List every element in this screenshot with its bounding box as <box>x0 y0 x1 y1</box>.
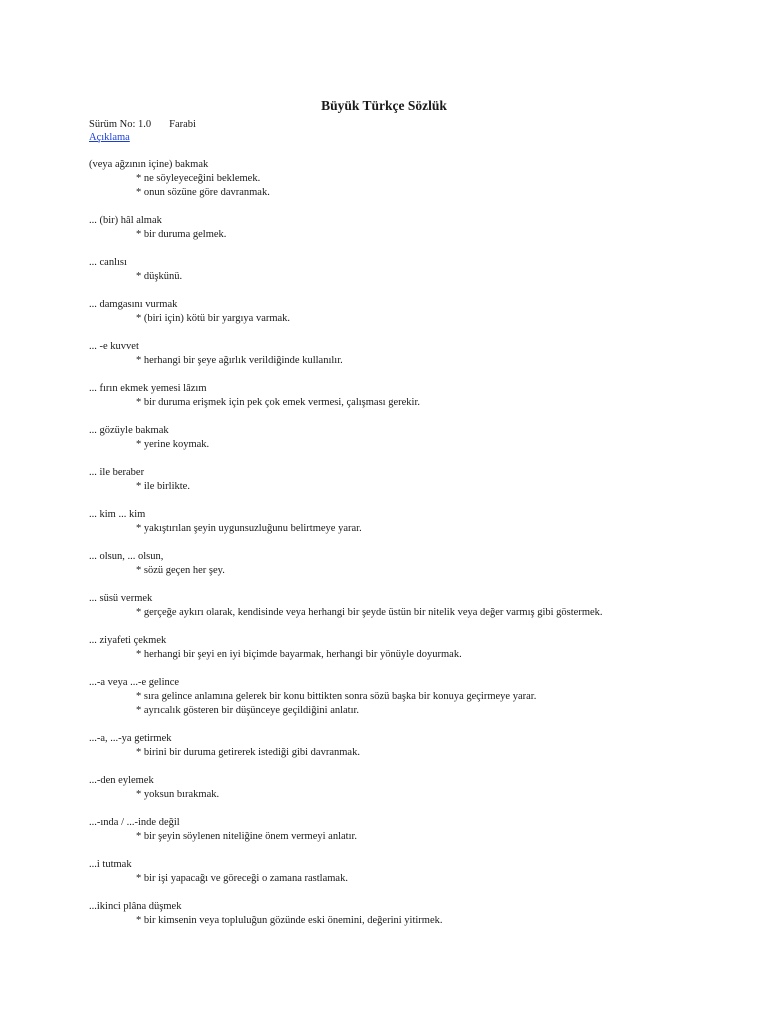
dictionary-entries <box>89 158 689 942</box>
entry-definition: * herhangi bir şeyi en iyi biçimde bayarmak, herhangi bir yönüyle doyurmak. <box>136 649 462 660</box>
entry-term: ...-a veya ...-e gelince <box>89 677 180 688</box>
entry-term: ... fırın ekmek yemesi lâzım <box>89 383 207 394</box>
entry-definition: * yakıştırılan şeyin uygunsuzluğunu belirtmeye yarar. <box>136 523 362 534</box>
description-link[interactable]: Açıklama <box>89 132 130 143</box>
entry-definition: * yoksun bırakmak. <box>136 789 220 800</box>
entry-definition: * sıra gelince anlamına gelerek bir konu bittikten sonra sözü başka bir konuya geçirmeye yarar. <box>136 691 537 702</box>
entry-term: ... olsun, ... olsun, <box>89 551 164 562</box>
dictionary-entry <box>89 858 689 886</box>
dictionary-entry <box>89 508 689 536</box>
entry-definition: * onun sözüne göre davranmak. <box>136 187 270 198</box>
entry-definition: * ne söyleyeceğini beklemek. <box>136 173 261 184</box>
document-meta <box>89 118 196 144</box>
entry-term: ... (bir) hâl almak <box>89 215 162 226</box>
entry-term: ... ile beraber <box>89 467 145 478</box>
dictionary-entry <box>89 158 689 200</box>
dictionary-entry <box>89 816 689 844</box>
dictionary-entry <box>89 732 689 760</box>
entry-definition: * ile birlikte. <box>136 481 190 492</box>
publisher-name: Farabi <box>169 119 196 130</box>
entry-definition: * düşkünü. <box>136 271 183 282</box>
entry-term: ... canlısı <box>89 257 127 268</box>
dictionary-entry <box>89 466 689 494</box>
dictionary-entry <box>89 592 689 620</box>
entry-term: ...i tutmak <box>89 859 132 870</box>
entry-term: ... damgasını vurmak <box>89 299 178 310</box>
dictionary-entry <box>89 424 689 452</box>
entry-term: ...-ında / ...-inde değil <box>89 817 180 828</box>
version-label: Sürüm No: 1.0 <box>89 119 152 130</box>
dictionary-entry <box>89 676 689 718</box>
dictionary-entry <box>89 340 689 368</box>
dictionary-entry <box>89 214 689 242</box>
dictionary-entry <box>89 298 689 326</box>
version-line <box>89 118 196 131</box>
entry-term: ... gözüyle bakmak <box>89 425 169 436</box>
dictionary-entry <box>89 634 689 662</box>
dictionary-entry <box>89 550 689 578</box>
dictionary-entry <box>89 256 689 284</box>
entry-term: ... kim ... kim <box>89 509 146 520</box>
entry-definition: * bir şeyin söylenen niteliğine önem vermeyi anlatır. <box>136 831 358 842</box>
entry-definition: * ayrıcalık gösteren bir düşünceye geçildiğini anlatır. <box>136 705 360 716</box>
entry-term: ... -e kuvvet <box>89 341 139 352</box>
document-title: Büyük Türkçe Sözlük <box>321 98 447 113</box>
entry-term: ...-a, ...-ya getirmek <box>89 733 172 744</box>
dictionary-entry <box>89 900 689 928</box>
entry-definition: * (biri için) kötü bir yargıya varmak. <box>136 313 291 324</box>
entry-definition: * sözü geçen her şey. <box>136 565 225 576</box>
entry-definition: * bir kimsenin veya topluluğun gözünde eski önemini, değerini yitirmek. <box>136 915 443 926</box>
dictionary-entry <box>89 774 689 802</box>
entry-term: ...-den eylemek <box>89 775 154 786</box>
entry-definition: * birini bir duruma getirerek istediği gibi davranmak. <box>136 747 360 758</box>
entry-definition: * bir duruma gelmek. <box>136 229 227 240</box>
entry-term: ... ziyafeti çekmek <box>89 635 167 646</box>
entry-definition: * herhangi bir şeye ağırlık verildiğinde kullanılır. <box>136 355 343 366</box>
entry-term: ... süsü vermek <box>89 593 153 604</box>
dictionary-entry <box>89 382 689 410</box>
entry-term: ...ikinci plâna düşmek <box>89 901 182 912</box>
entry-definition: * yerine koymak. <box>136 439 210 450</box>
entry-definition: * bir işi yapacağı ve göreceği o zamana rastlamak. <box>136 873 348 884</box>
entry-definition: * gerçeğe aykırı olarak, kendisinde veya herhangi bir şeyde üstün bir nitelik veya değer varmış gibi göstermek. <box>136 607 603 618</box>
entry-definition: * bir duruma erişmek için pek çok emek vermesi, çalışması gerekir. <box>136 397 420 408</box>
entry-term: (veya ağzının içine) bakmak <box>89 159 209 170</box>
